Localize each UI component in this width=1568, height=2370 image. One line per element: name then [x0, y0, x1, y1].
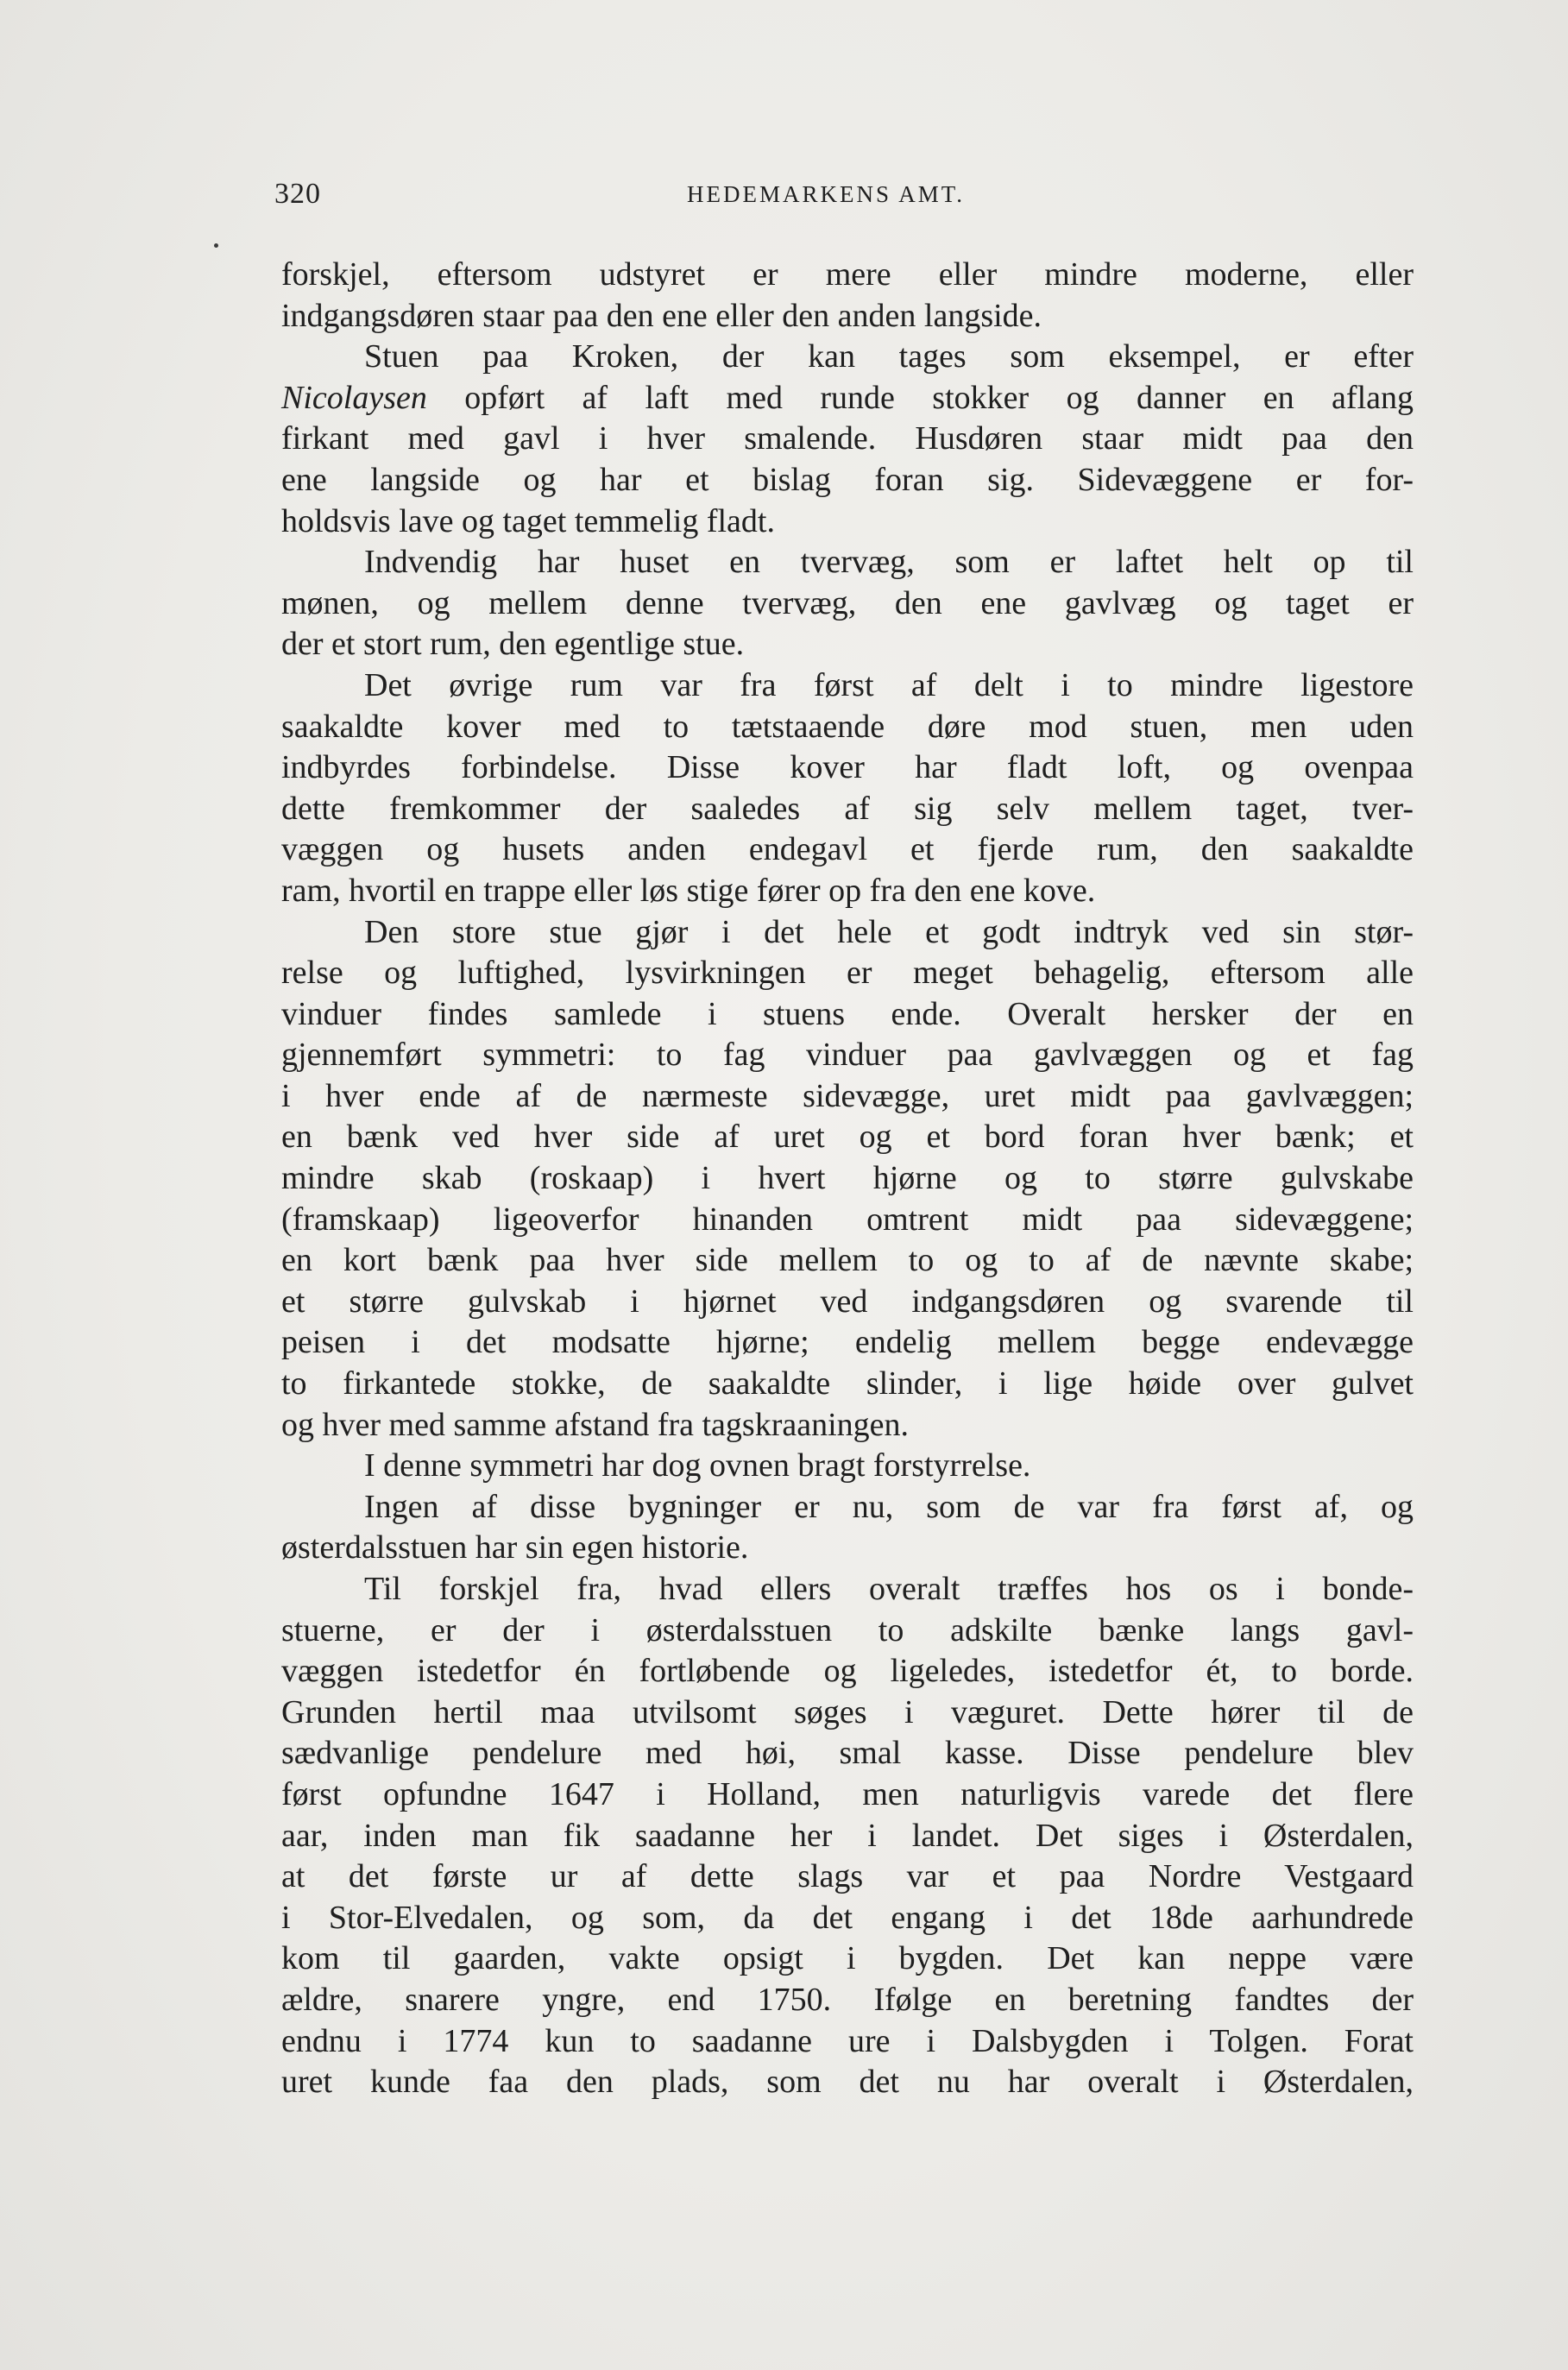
text-line: relse og luftighed, lysvirkningen er meget behagelig, eftersom alle — [281, 955, 1414, 992]
text-line: dette fremkommer der saaledes af sig selv mellem taget, tver- — [281, 790, 1414, 827]
text-line: aar, inden man fik saadanne her i landet. Det siges i Østerdalen, — [281, 1817, 1414, 1854]
text-line: forskjel, eftersom udstyret er mere eller mindre moderne, eller — [281, 256, 1414, 293]
text-line: i Stor-Elvedalen, og som, da det engang i det 18de aarhundrede — [281, 1899, 1414, 1936]
text-line: indgangsdøren staar paa den ene eller den anden langside. — [281, 297, 1042, 334]
text-line: ældre, snarere yngre, end 1750. Ifølge en beretning fandtes der — [281, 1981, 1414, 2018]
print-speck — [214, 243, 218, 248]
page-header — [274, 178, 1414, 212]
paragraph — [281, 1487, 1414, 1569]
text-line: saakaldte kover med to tætstaaende døre mod stuen, men uden — [281, 708, 1414, 745]
text-line: indbyrdes forbindelse. Disse kover har fladt loft, og ovenpaa — [281, 749, 1414, 786]
text-line: Indvendig har huset en tvervæg, som er laftet helt op til — [364, 544, 1414, 581]
text-line: (framskaap) ligeoverfor hinanden omtrent midt paa sidevæggene; — [281, 1201, 1414, 1238]
text-line: uret kunde faa den plads, som det nu har overalt i Østerdalen, — [281, 2064, 1414, 2101]
paragraph — [281, 1569, 1414, 2103]
text-line: Til forskjel fra, hvad ellers overalt træffes hos os i bonde- — [364, 1571, 1414, 1607]
text-line: I denne symmetri har dog ovnen bragt forstyrrelse. — [364, 1447, 1031, 1484]
paragraph — [281, 337, 1414, 542]
text-line: en bænk ved hver side af uret og et bord foran hver bænk; et — [281, 1119, 1414, 1156]
body-text — [281, 255, 1414, 2103]
text-line: Grunden hertil maa utvilsomt søges i væguret. Dette hører til de — [281, 1693, 1414, 1730]
text-line: to firkantede stokke, de saakaldte slinder, i lige høide over gulvet — [281, 1365, 1414, 1402]
text-line: ene langside og har et bislag foran sig. Sidevæggene er for- — [281, 461, 1414, 498]
running-head: HEDEMARKENS AMT. — [687, 181, 966, 207]
text-line: kom til gaarden, vakte opsigt i bygden. Det kan neppe være — [281, 1940, 1414, 1977]
paragraph — [281, 665, 1414, 912]
text-line: østerdalsstuen har sin egen historie. — [281, 1529, 749, 1566]
text-line: vinduer findes samlede i stuens ende. Overalt hersker der en — [281, 995, 1414, 1032]
paragraph — [281, 1446, 1414, 1487]
paragraph — [281, 255, 1414, 337]
text-line: først opfundne 1647 i Holland, men naturligvis varede det flere — [281, 1775, 1414, 1812]
text-line: væggen istedetfor én fortløbende og ligeledes, istedetfor ét, to borde. — [281, 1653, 1414, 1690]
text-line: et større gulvskab i hjørnet ved indgangsdøren og svarende til — [281, 1283, 1414, 1320]
text-line: i hver ende af de nærmeste sidevægge, uret midt paa gavlvæggen; — [281, 1077, 1414, 1114]
text-line: peisen i det modsatte hjørne; endelig mellem begge endevægge — [281, 1324, 1414, 1361]
text-line: gjennemført symmetri: to fag vinduer paa gavlvæggen og et fag — [281, 1037, 1414, 1074]
text-line: Den store stue gjør i det hele et godt indtryk ved sin stør- — [364, 913, 1414, 950]
text-line: holdsvis lave og taget temmelig fladt. — [281, 502, 775, 539]
text-line: firkant med gavl i hver smalende. Husdøren staar midt paa den — [281, 420, 1414, 457]
text-line: mønen, og mellem denne tvervæg, den ene gavlvæg og taget er — [281, 584, 1414, 621]
text-line: stuerne, er der i østerdalsstuen to adskilte bænke langs gavl- — [281, 1611, 1414, 1648]
text-line: og hver med samme afstand fra tagskraaningen. — [281, 1406, 910, 1443]
text-line: Det øvrige rum var fra først af delt i to mindre ligestore — [364, 666, 1414, 703]
text-line: Stuen paa Kroken, der kan tages som eksempel, er efter — [364, 338, 1414, 375]
paragraph — [281, 912, 1414, 1447]
text-line: væggen og husets anden endegavl et fjerde rum, den saakaldte — [281, 831, 1414, 868]
text-line: Nicolaysen opført af laft med runde stokker og danner en aflang — [281, 379, 1414, 416]
page-number: 320 — [274, 178, 321, 210]
paragraph — [281, 542, 1414, 665]
text-line: at det første ur af dette slags var et paa Nordre Vestgaard — [281, 1858, 1414, 1895]
text-line: mindre skab (roskaap) i hvert hjørne og to større gulvskabe — [281, 1160, 1414, 1197]
italic-name: Nicolaysen — [281, 379, 427, 416]
text-line: en kort bænk paa hver side mellem to og to af de nævnte skabe; — [281, 1242, 1414, 1279]
text-line: Ingen af disse bygninger er nu, som de var fra først af, og — [364, 1488, 1414, 1525]
text-line: ram, hvortil en trappe eller løs stige fører op fra den ene kove. — [281, 872, 1096, 909]
text-line: der et stort rum, den egentlige stue. — [281, 626, 745, 663]
text-line: sædvanlige pendelure med høi, smal kasse. Disse pendelure blev — [281, 1735, 1414, 1772]
text-line: endnu i 1774 kun to saadanne ure i Dalsbygden i Tolgen. Forat — [281, 2022, 1414, 2059]
